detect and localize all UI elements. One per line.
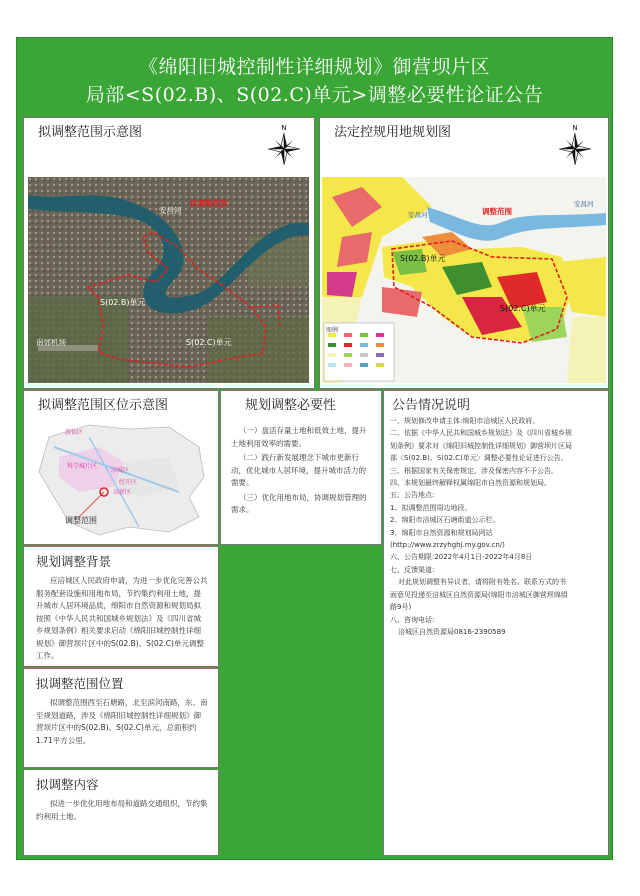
notice-line: 涪城区自然资源局0816-2390589	[398, 627, 506, 636]
title-band	[17, 38, 612, 114]
title-line-2: 局部<S(02.B)、S(02.C)单元>调整必要性论证公告	[85, 84, 544, 106]
right-map-panel	[319, 117, 609, 389]
position-heading: 拟调整范围位置	[36, 676, 124, 691]
notice-panel	[383, 390, 609, 856]
notice-line: 划条例》要求对《绵阳旧城控制性详细规划》御营坝片区局	[390, 441, 572, 450]
district-3: 涪城区	[111, 467, 130, 474]
notice-line: 七、反馈渠道:	[390, 565, 435, 574]
content-panel	[23, 769, 219, 856]
location-map	[29, 417, 213, 539]
location-map-heading: 拟调整范围区位示意图	[38, 397, 169, 413]
label-unit-c: S(02.C)单元	[500, 304, 546, 313]
background-heading: 规划调整背景	[36, 554, 112, 569]
district-4: 经开区	[119, 479, 138, 486]
necessity-item-3: （三）优化用地布局，协调规划管理的需求。	[231, 492, 367, 514]
notice-line: 一、规划修改申请主体:绵阳市涪城区人民政府。	[390, 417, 540, 425]
notice-line: 面意见投递至涪城区自然资源局(绵阳市涪城区御营坝绵绢	[390, 590, 568, 599]
label-airport: 南郊机场	[36, 338, 66, 347]
label-unit-c: S(02.C)单元	[186, 338, 232, 347]
satellite-image	[28, 177, 309, 383]
position-text: 拟调整范围西至石塘路，北至滨河南路，东、南至规划道路，涉及《绵阳旧城控制性详细规划》御营坝片区中的S(02.B)、S(02.C)单元，总面积约1.71平方公里。	[36, 698, 208, 745]
label-range: 调整范围	[482, 207, 512, 216]
necessity-item-1: （一）盘活存量土地和低效土地，提升土地利用效率的需要。	[231, 426, 367, 448]
compass-n-label: N	[281, 124, 287, 132]
necessity-text	[231, 425, 373, 517]
notice-heading: 公告情况说明	[392, 397, 471, 413]
content-text: 拟进一步优化用地布局和道路交通组织，节约集约利用土地。	[36, 799, 208, 821]
notice-line: 二、依据《中华人民共和国城乡规划法》及《四川省城乡规	[390, 429, 572, 438]
notice-list	[390, 415, 604, 638]
landuse-map	[322, 177, 606, 383]
notice-line: (http://www.zrzyhghj.my.gov.cn/)	[390, 541, 505, 550]
compass-n-label: N	[572, 124, 578, 132]
title-line-1: 《绵阳旧城控制性详细规划》御营坝片区	[138, 56, 490, 78]
notice-line: 路9号)	[390, 603, 412, 612]
necessity-item-2: （二）践行新发展理念下城市更新行动，优化城市人居环境，提升城市活力的需要。	[231, 453, 366, 487]
district-1: 游仙区	[65, 429, 84, 436]
label-river-2: 安昌河	[574, 200, 594, 208]
notice-line: 部〈S(02.B)、S(02.C)单元〉调整必要性论证进行公告。	[390, 454, 568, 463]
left-map-panel	[23, 117, 315, 389]
label-river: 安昌河	[159, 206, 182, 215]
legend-title: 图例	[326, 327, 339, 334]
notice-board	[16, 37, 613, 860]
notice-line: 3、绵阳市自然资源和规划局网站	[390, 528, 493, 537]
label-unit-b: S(02.B)单元	[100, 298, 146, 307]
notice-line: 三、根据国家有关保密规定，涉及保密内容不予公告。	[390, 466, 558, 475]
background-text: 应涪城区人民政府申请，为进一步优化完善公共服务配套设施和用地布局，节约集约利用土地，提升城市人居环境品质，绵阳市自然资源和规划局拟按照《中华人民共和国城乡规划法》及《四川省城乡规划条例》相关要求启动《绵阳旧城控制性详细规划》御营坝片区中的S(02.B)、S(02.C)单元调整工作。	[36, 576, 208, 660]
location-range-label: 调整范围	[65, 516, 97, 525]
spacer	[220, 546, 380, 854]
notice-line: 四、本规划最终解释权属绵阳市自然资源和规划局。	[390, 479, 551, 488]
background-panel	[23, 546, 219, 667]
notice-line: 五、公告地点:	[390, 491, 435, 500]
label-unit-b: S(02.B)单元	[400, 254, 446, 263]
notice-line: 2、绵阳市涪城区石塘街道公示栏。	[390, 516, 500, 525]
compass-icon	[558, 122, 592, 170]
label-river-1: 安昌河	[408, 211, 428, 219]
compass-icon	[267, 122, 301, 170]
notice-line: 对此规划调整有异议者，请将附有姓名、联系方式的书	[398, 578, 566, 587]
district-2: 科学城片区	[67, 463, 98, 470]
location-map-panel	[23, 390, 219, 545]
left-map-heading: 拟调整范围示意图	[38, 124, 143, 140]
content-heading: 拟调整内容	[36, 777, 99, 792]
position-panel	[23, 668, 219, 768]
necessity-panel	[220, 390, 382, 545]
notice-line: 1、拟调整范围周边地段。	[390, 503, 472, 512]
notice-line: 八、咨询电话:	[390, 615, 435, 624]
label-red-range: 拟调整范围	[190, 199, 228, 208]
necessity-heading: 规划调整必要性	[245, 397, 337, 413]
right-map-heading: 法定控规用地规划图	[334, 124, 452, 140]
notice-line: 六、公告期限:2022年4月1日-2022年4月8日	[390, 553, 533, 562]
district-5: 高新区	[113, 489, 132, 496]
